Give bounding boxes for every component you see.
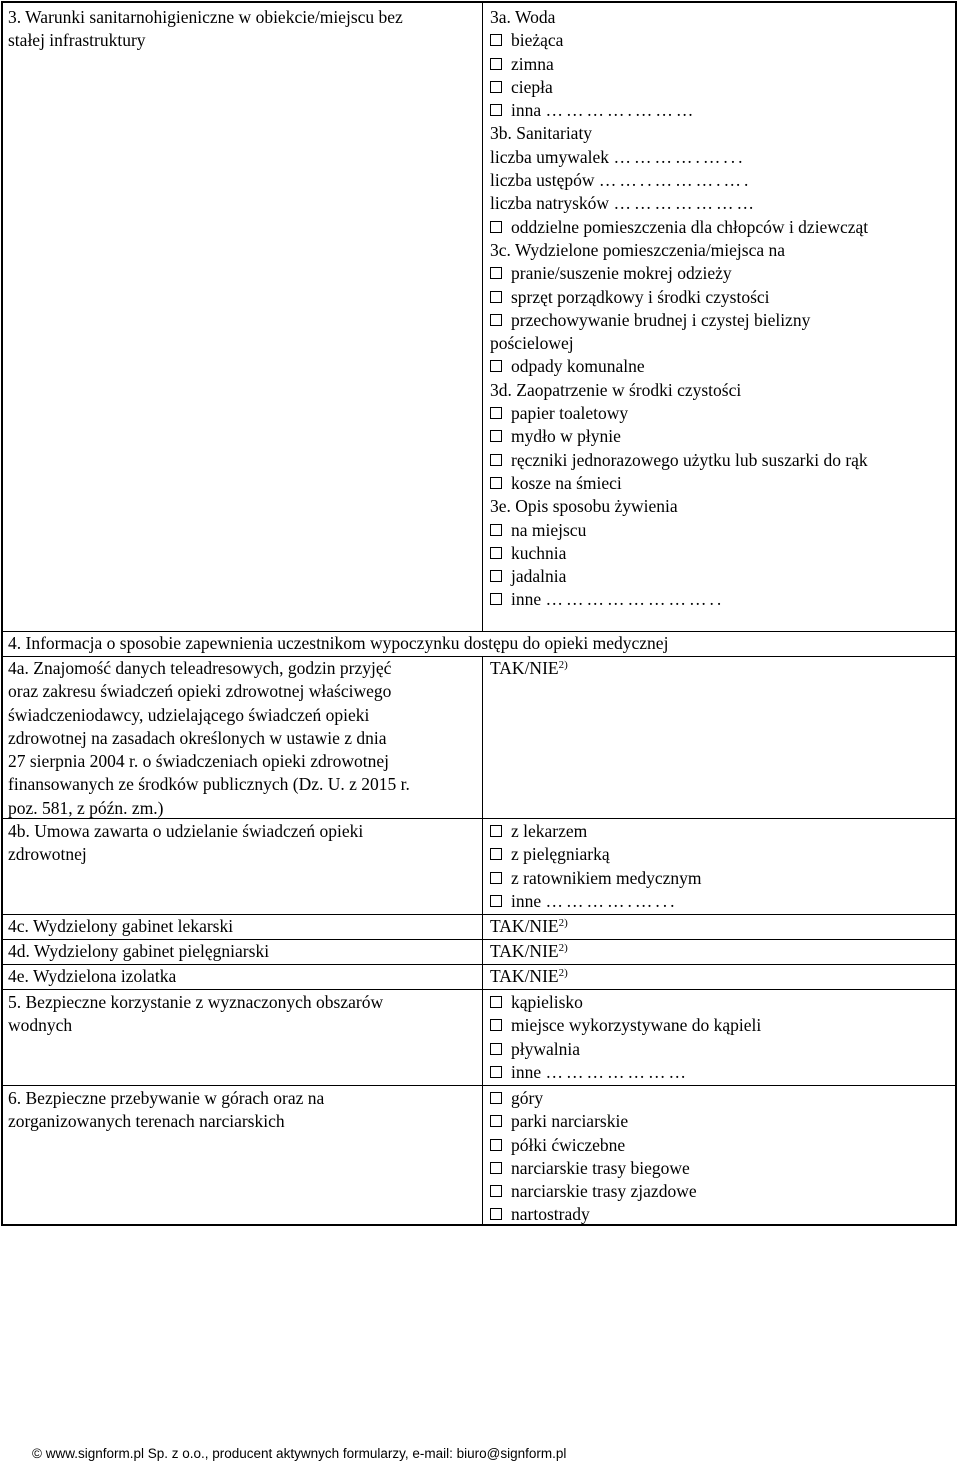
contract-option: z pielęgniarką: [490, 843, 702, 866]
checkbox[interactable]: [490, 430, 502, 442]
checkbox[interactable]: [490, 1092, 502, 1104]
checkbox[interactable]: [490, 360, 502, 372]
supplies-option: ręczniki jednorazowego użytku lub suszarki do rąk: [490, 449, 868, 472]
water-option: inna ………….………: [490, 99, 868, 122]
checkbox[interactable]: [490, 848, 502, 860]
item-4d-answer[interactable]: TAK/NIE$^{2)}$: [490, 941, 568, 961]
feeding-heading: 3e. Opis sposobu żywienia: [490, 496, 678, 517]
washbasins-field: liczba umywalek ………….…...: [490, 146, 746, 167]
item-4a-label: 4a. Znajomość danych teleadresowych, godzin przyjęć oraz zakresu świadczeń opieki zdrowotnej właściwego świadczeniodawcy, udzielającego świadczeń opieki zdrowotnej na zasadach określonych w ustawie z dnia 27 sierpnia 2004 r. o świadczeniach opieki zdrowotnej finansowanych ze środków publicznych (Dz. U. z 2015 r. poz. 581, z późn. zm.): [8, 658, 410, 818]
checkbox[interactable]: [490, 267, 502, 279]
divider-6: [2, 1085, 956, 1086]
section3-options: [490, 6, 868, 612]
rooms-option: pranie/suszenie mokrej odzieży: [490, 262, 868, 285]
checkbox[interactable]: [490, 1043, 502, 1055]
checkbox[interactable]: [490, 1162, 502, 1174]
contract-option: inne ………….…...: [490, 890, 702, 913]
section6-options: [490, 1087, 697, 1227]
section4-title: 4. Informacja o sposobie zapewnienia uczestnikom wypoczynku dostępu do opieki medycznej: [8, 633, 669, 653]
feeding-option: jadalnia: [490, 565, 868, 588]
contract-option: z ratownikiem medycznym: [490, 867, 702, 890]
mountain-option: narciarskie trasy biegowe: [490, 1157, 697, 1180]
footer-copyright: © www.signform.pl Sp. z o.o., producent aktywnych formularzy, e-mail: biuro@signform.pl: [32, 1446, 567, 1461]
section5-label: 5. Bezpieczne korzystanie z wyznaczonych obszarów wodnych: [8, 992, 384, 1036]
feeding-option: inne ……………………..: [490, 588, 868, 611]
column-divider-bottom: [482, 656, 483, 1225]
water-area-other-field[interactable]: …………………: [545, 1061, 690, 1082]
checkbox[interactable]: [490, 524, 502, 536]
contract-option: z lekarzem: [490, 820, 702, 843]
section6-label: 6. Bezpieczne przebywanie w górach oraz na zorganizowanych terenach narciarskich: [8, 1088, 325, 1132]
checkbox[interactable]: [490, 58, 502, 70]
item-4e-label: 4e. Wydzielona izolatka: [8, 966, 177, 986]
supplies-heading: 3d. Zaopatrzenie w środki czystości: [490, 379, 742, 400]
mountain-option: parki narciarskie: [490, 1110, 697, 1133]
contract-other-field[interactable]: ………….…...: [545, 890, 678, 911]
feeding-other-field[interactable]: ……………………..: [545, 589, 725, 610]
mountain-option: narciarskie trasy zjazdowe: [490, 1180, 697, 1203]
checkbox[interactable]: [490, 1208, 502, 1220]
checkbox[interactable]: [490, 593, 502, 605]
checkbox[interactable]: [490, 1185, 502, 1197]
toilets-field: liczba ustępów ……..……….….: [490, 170, 752, 191]
checkbox[interactable]: [490, 34, 502, 46]
checkbox[interactable]: [490, 291, 502, 303]
checkbox[interactable]: [490, 996, 502, 1008]
item-4e-answer[interactable]: TAK/NIE$^{2)}$: [490, 966, 568, 986]
rooms-option-continuation: pościelowej: [490, 333, 574, 354]
feeding-option: na miejscu: [490, 519, 868, 542]
supplies-option: mydło w płynie: [490, 425, 868, 448]
item-4b-label: 4b. Umowa zawarta o udzielanie świadczeń opieki zdrowotnej: [8, 821, 364, 865]
column-divider-top: [482, 2, 483, 631]
item-4c-answer[interactable]: TAK/NIE$^{2)}$: [490, 916, 568, 936]
checkbox[interactable]: [490, 895, 502, 907]
showers-field: liczba natrysków …………………: [490, 193, 757, 214]
item-4a-answer[interactable]: TAK/NIE$^{2)}$: [490, 658, 568, 678]
checkbox[interactable]: [490, 104, 502, 116]
feeding-option: kuchnia: [490, 542, 868, 565]
water-other-field[interactable]: ………….………: [545, 100, 697, 121]
checkbox[interactable]: [490, 1139, 502, 1151]
checkbox[interactable]: [490, 872, 502, 884]
supplies-option: kosze na śmieci: [490, 472, 868, 495]
checkbox[interactable]: [490, 1115, 502, 1127]
water-option: bieżąca: [490, 29, 868, 52]
checkbox[interactable]: [490, 570, 502, 582]
water-area-option: kąpielisko: [490, 991, 761, 1014]
rooms-option: odpady komunalne: [490, 355, 868, 378]
checkbox[interactable]: [490, 477, 502, 489]
checkbox[interactable]: [490, 81, 502, 93]
water-option: zimna: [490, 53, 868, 76]
mountain-option: góry: [490, 1087, 697, 1110]
supplies-option: papier toaletowy: [490, 402, 868, 425]
checkbox[interactable]: [490, 454, 502, 466]
checkbox[interactable]: [490, 221, 502, 233]
water-area-option: inne …………………: [490, 1061, 761, 1084]
item-4d-label: 4d. Wydzielony gabinet pielęgniarski: [8, 941, 270, 961]
section3-label: 3. Warunki sanitarnohigieniczne w obiekcie/miejscu bez stałej infrastruktury: [8, 7, 403, 51]
mountain-option: nartostrady: [490, 1203, 697, 1226]
sanitary-option: oddzielne pomieszczenia dla chłopców i dziewcząt: [490, 216, 868, 239]
item-4c-label: 4c. Wydzielony gabinet lekarski: [8, 916, 234, 936]
water-heading: 3a. Woda: [490, 7, 556, 27]
checkbox[interactable]: [490, 1066, 502, 1078]
checkbox[interactable]: [490, 1019, 502, 1031]
rooms-heading: 3c. Wydzielone pomieszczenia/miejsca na: [490, 239, 786, 260]
rooms-option: sprzęt porządkowy i środki czystości: [490, 286, 868, 309]
checkbox[interactable]: [490, 547, 502, 559]
water-area-option: miejsce wykorzystywane do kąpieli: [490, 1014, 761, 1037]
water-option: ciepła: [490, 76, 868, 99]
item-4b-options: [490, 820, 702, 913]
divider-5: [2, 989, 956, 990]
sanitary-heading: 3b. Sanitariaty: [490, 123, 593, 144]
section5-options: [490, 991, 761, 1084]
checkbox[interactable]: [490, 314, 502, 326]
checkbox[interactable]: [490, 407, 502, 419]
rooms-option: przechowywanie brudnej i czystej bielizny: [490, 309, 868, 332]
mountain-option: półki ćwiczebne: [490, 1134, 697, 1157]
checkbox[interactable]: [490, 825, 502, 837]
water-area-option: pływalnia: [490, 1038, 761, 1061]
